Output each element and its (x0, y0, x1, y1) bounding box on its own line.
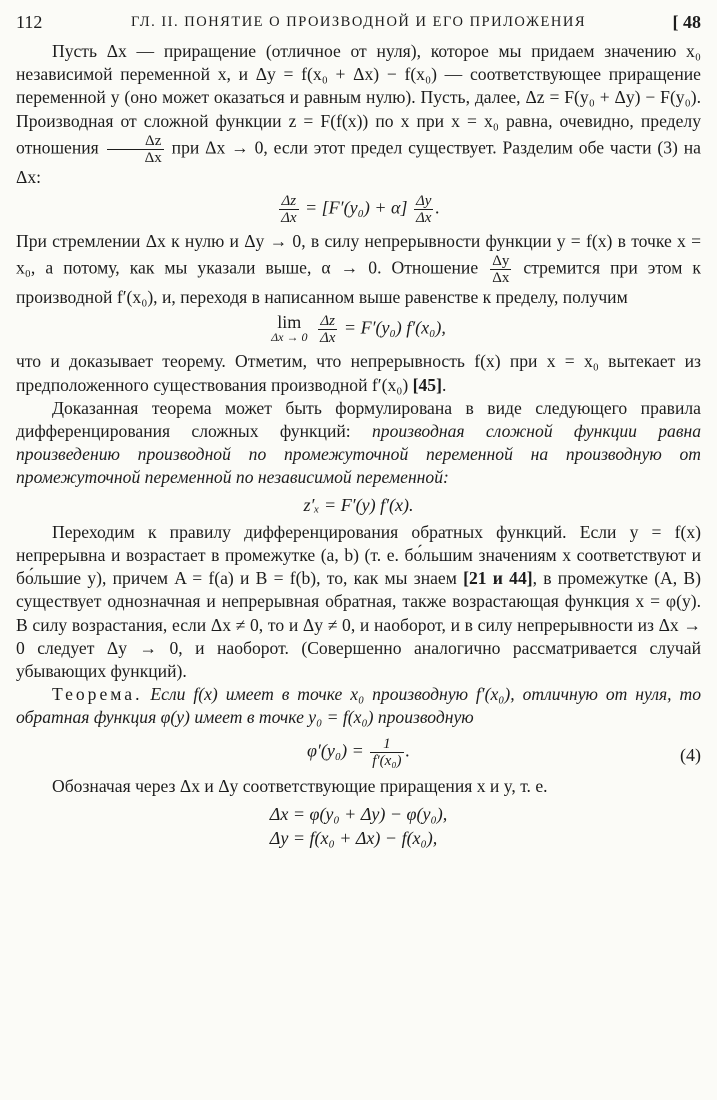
equation-number: (4) (680, 744, 701, 765)
paragraph-increments: Обозначая через Δx и Δy соответствующие приращения x и y, т. е. (52, 775, 548, 796)
paragraph-chain-rule: Доказанная теорема может быть формулирована в виде следующего правила дифференцирования сложных функций: производная сложной функции равна произведению производной по промежуточной переменной на производную от промежуточной переменной по независимой переменной: (16, 397, 701, 488)
page-header (16, 10, 701, 40)
equation-line-2: Δy = f(x₀ + Δx) − f(x₀), (269, 827, 438, 848)
equation-limit: lim Δx → 0 $\frac{\Delta z}{\Delta x}$ = F′(y₀) f′(x₀), (271, 311, 446, 347)
equation-dz-dx: $\frac{\Delta z}{\Delta x}$ = [F′(y₀) + α] $\frac{\Delta y}{\Delta x}$ . (281, 193, 440, 227)
equation-line-1: Δx = φ(y₀ + Δy) − φ(y₀), (269, 803, 448, 824)
reference-45: [45] (412, 374, 442, 395)
section-number: [ 48 (672, 12, 701, 32)
running-title: ГЛ. II. ПОНЯТИЕ О ПРОИЗВОДНОЙ И ЕГО ПРИЛОЖЕНИЯ (130, 14, 587, 30)
page-body (16, 40, 701, 850)
equation-chain-rule: z′ₓ = F′(y) f′(x). (303, 494, 414, 515)
equation-increments (16, 802, 701, 850)
reference-21-44: [21 и 44] (463, 568, 533, 589)
fraction-dz-dx: $\frac{\Delta z}{\Delta x}$ (107, 133, 164, 166)
chain-rule-statement: производная сложной функции равна произведению производной по промежуточной переменной на производную от промежуточной переменной по независимой переменной: (16, 421, 701, 488)
paragraph-limit: При стремлении Δx к нулю и Δy → 0, в силу непрерывности функции y = f(x) в точке x = x₀, а потому, как мы указали выше, α → 0. Отношение $\frac{\Delta y}{\Delta x}$ стремится при этом к производной f′(x₀), и, переходя в написанном выше равенстве к пределу, получим (16, 231, 701, 308)
paragraph-theorem: Теорема. Если f(x) имеет в точке x₀ производную f′(x₀), отличную от нуля, то обратная функция φ(y) имеет в точке y₀ = f(x₀) производную (16, 684, 701, 728)
theorem-label: Теорема. (52, 684, 143, 705)
equation-4: φ′(y₀) = $\frac{1}{\text{f′(x₀)}}$ . (4) (306, 735, 701, 769)
paragraph-increment: Пусть Δx — приращение (отличное от нуля), которое мы придаем значению x₀ независимой переменной x, и Δy = f(x₀ + Δx) − f(x₀) — соответствующее приращение переменной y (оно может оказаться и равным нулю). Пусть, далее, Δz = F(y₀ + Δy) − F(y₀). Производная от сложной функции z = F(f(x)) по x при x = x₀ равна, очевидно, пределу отношения $\frac{\Delta z}{\Delta x}$ при Δx → 0, если этот предел существует. Разделим обе части (3) на Δx: (16, 41, 701, 187)
paragraph-inverse: Переходим к правилу дифференцирования обратных функций. Если y = f(x) непрерывна и возрастает в промежутке (a, b) (т. е. бо́льшим значениям x соответствуют и бо́льшие y), причем A = f(a) и B = f(b), то, как мы знаем [21 и 44], в промежутке (A, B) существует однозначная и непрерывная обратная, также возрастающая функция x = φ(y). В силу возрастания, если Δx ≠ 0, то и Δy ≠ 0, и наоборот, и в силу непрерывности из Δx → 0 следует Δy → 0, и наоборот. (Совершенно аналогично рассматривается случай убывающих функций). (16, 521, 701, 682)
page-number: 112 (16, 12, 43, 32)
paragraph-continuity: что и доказывает теорему. Отметим, что непрерывность f(x) при x = x₀ вытекает из предположенного существования производной f′(x₀) [45]. (16, 351, 701, 395)
fraction-dy-dx: $\frac{\Delta y}{\Delta x}$ (492, 253, 510, 287)
